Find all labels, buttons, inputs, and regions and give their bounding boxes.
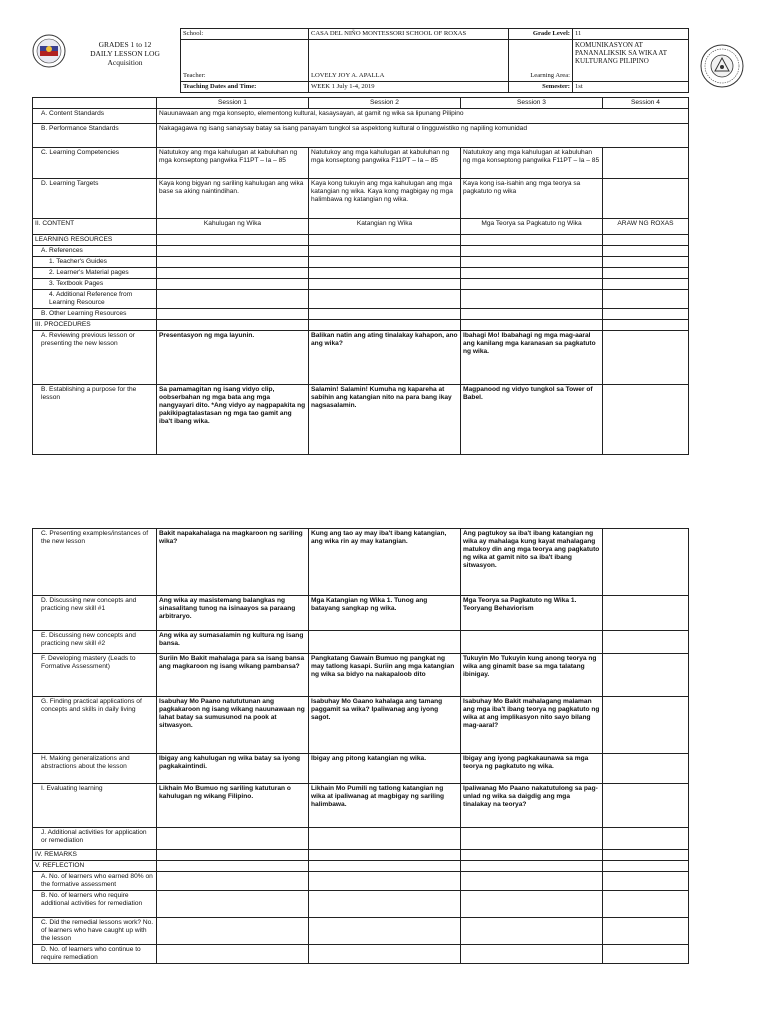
competency-cell: Natutukoy ang mga kahulugan at kabuluhan ng mga konseptong pangwika F11PT – Ia – 85: [309, 148, 461, 179]
teacher-value: LOVELY JOY A. APALLA: [309, 40, 509, 82]
competency-cell: Natutukoy ang mga kahulugan at kabuluhan ng mga konseptong pangwika F11PT – Ia – 85: [461, 148, 603, 179]
discussing-2-cell: [603, 631, 689, 654]
reference-item: 2. Learner's Material pages: [33, 268, 157, 279]
presenting-label: C. Presenting examples/instances of the new lesson: [33, 529, 157, 596]
content-cell: Kahulugan ng Wika: [157, 219, 309, 235]
content-cell: Katangian ng Wika: [309, 219, 461, 235]
mastery-cell: [603, 654, 689, 697]
semester-value: 1st: [573, 82, 689, 93]
reference-item: 1. Teacher's Guides: [33, 257, 157, 268]
generalizations-label: H. Making generalizations and abstractions about the lesson: [33, 754, 157, 784]
mastery-cell: Tukuyin Mo Tukuyin kung anong teorya ng wika ang ginamit base sa mga talatang ibinigay.: [461, 654, 603, 697]
evaluating-cell: [603, 784, 689, 828]
reviewing-cell: Ibahagi Mo! Ibabahagi ng mga mag-aaral ang kanilang mga karanasan sa pagkatuto ng wika.: [461, 331, 603, 385]
grade-level-value: 11: [573, 29, 689, 40]
practical-cell: Isabuhay Mo Bakit mahalagang malaman ang mga iba't ibang teorya ng pagkatuto ng wika at ang implikasyon nito sayo bilang mag-aaral?: [461, 697, 603, 754]
performance-standards-label: B. Performance Standards: [33, 124, 157, 148]
teaching-dates-label: Teaching Dates and Time:: [181, 82, 309, 93]
references-label: A. References: [33, 246, 157, 257]
discussing-1-cell: Ang wika ay masistemang balangkas ng sinasalitang tunog na isinaayos sa paraang arbitraryo.: [157, 596, 309, 631]
teaching-dates-value: WEEK 1 July 1-4, 2019: [309, 82, 509, 93]
learning-competencies-label: C. Learning Competencies: [33, 148, 157, 179]
presenting-cell: Bakit napakahalaga na magkaroon ng sariling wika?: [157, 529, 309, 596]
session-3-header: Session 3: [461, 98, 603, 109]
generalization-cell: Ibigay ang kahulugan ng wika batay sa iyong pagkakaintindi.: [157, 754, 309, 784]
purpose-cell: Salamin! Salamin! Kumuha ng kapareha at sabihin ang katangian nito na para bang ikay nagsasalamin.: [309, 385, 461, 455]
content-label: II. CONTENT: [33, 219, 157, 235]
presenting-cell: [603, 529, 689, 596]
evaluating-cell: Likhain Mo Bumuo ng sariling katuturan o kahulugan ng wikang Filipino.: [157, 784, 309, 828]
mastery-cell: Pangkatang Gawain Bumuo ng pangkat ng may tatlong kasapi. Suriin ang mga katangian ng wika sa bidyo na nakapaloob dito: [309, 654, 461, 697]
log-title-grades: GRADES 1 to 12: [98, 40, 152, 49]
session-1-header: Session 1: [157, 98, 309, 109]
reviewing-label: A. Reviewing previous lesson or presenting the new lesson: [33, 331, 157, 385]
target-cell: Kaya kong isa-isahin ang mga teorya sa pagkatuto ng wika: [461, 179, 603, 219]
practical-cell: [603, 697, 689, 754]
competency-cell: Natutukoy ang mga kahulugan at kabuluhan ng mga konseptong pangwika F11PT – Ia – 85: [157, 148, 309, 179]
purpose-cell: Magpanood ng vidyo tungkol sa Tower of Babel.: [461, 385, 603, 455]
school-label: School:: [181, 29, 309, 40]
other-resources-label: B. Other Learning Resources: [33, 309, 157, 320]
reviewing-cell: [603, 331, 689, 385]
discussing-2-cell: Ang wika ay sumasalamin ng kultura ng isang bansa.: [157, 631, 309, 654]
target-cell: Kaya kong bigyan ng sariling kahulugan ang wika base sa aking naintindihan.: [157, 179, 309, 219]
reference-item: 4. Additional Reference from Learning Resource: [33, 290, 157, 309]
reviewing-cell: Presentasyon ng mga layunin.: [157, 331, 309, 385]
presenting-cell: Kung ang tao ay may iba't ibang katangian, ang wika rin ay may katangian.: [309, 529, 461, 596]
discussing-1-cell: Mga Katangian ng Wika 1. Tunog ang batayang sangkap ng wika.: [309, 596, 461, 631]
mastery-cell: Suriin Mo Bakit mahalaga para sa isang bansa ang magkaroon ng isang wikang pambansa?: [157, 654, 309, 697]
lesson-table-page1: [32, 97, 689, 455]
generalization-cell: Ibigay ang iyong pagkakaunawa sa mga teorya ng pagkatuto ng wika.: [461, 754, 603, 784]
presenting-cell: Ang pagtukoy sa iba't ibang katangian ng wika ay mahalaga kung kayat mahalagang matukoy din ang mga teorya ang pagkatuto ng wika at gamit nito sa iba't ibang sitwasyon.: [461, 529, 603, 596]
generalization-cell: Ibigay ang pitong katangian ng wika.: [309, 754, 461, 784]
school-value: CASA DEL NIÑO MONTESSORI SCHOOL OF ROXAS: [309, 29, 509, 40]
procedures-label: III. PROCEDURES: [33, 320, 157, 331]
reviewing-cell: Balikan natin ang ating tinalakay kahapon, ano ang wika?: [309, 331, 461, 385]
performance-standards-value: Nakagagawa ng isang sanaysay batay sa isang panayam tungkol sa aspektong kultural o lingguwistiko ng napiling komunidad: [157, 124, 689, 148]
evaluating-cell: Ipaliwanag Mo Paano nakatutulong sa pag-unlad ng wika sa daigdig ang mga tinalakay na teorya?: [461, 784, 603, 828]
log-title-block: [70, 40, 180, 67]
page-one: [0, 28, 768, 425]
practical-cell: Isabuhay Mo Gaano kahalaga ang tamang paggamit sa wika? Ipaliwanag ang iyong sagot.: [309, 697, 461, 754]
lesson-table-page2: [32, 528, 689, 964]
teacher-label: Teacher:: [181, 40, 309, 82]
discussing-skill-2-label: E. Discussing new concepts and practicing new skill #2: [33, 631, 157, 654]
session-2-header: Session 2: [309, 98, 461, 109]
semester-label: Semester:: [509, 82, 573, 93]
practical-applications-label: G. Finding practical applications of concepts and skills in daily living: [33, 697, 157, 754]
remarks-label: IV. REMARKS: [33, 850, 157, 861]
target-cell: Kaya kong tukuyin ang mga kahulugan ang mga katangian ng wika. Kaya kong magbigay ng mga halimbawa ng katangian ng wika.: [309, 179, 461, 219]
discussing-1-cell: [603, 596, 689, 631]
reflection-item: C. Did the remedial lessons work? No. of learners who have caught up with the lesson: [33, 918, 157, 945]
target-cell: [603, 179, 689, 219]
learning-area-label: Learning Area:: [509, 40, 573, 82]
purpose-cell: Sa pamamagitan ng isang vidyo clip, oobserbahan ng mga bata ang mga nangyayari dito. *Ang vidyo ay nagpapakita ng pakikipagtalastasan ng mga tao gamit ang iba't ibang wika.: [157, 385, 309, 455]
grade-level-label: Grade Level:: [509, 29, 573, 40]
reflection-label: V. REFLECTION: [33, 861, 157, 872]
content-cell: Mga Teorya sa Pagkatuto ng Wika: [461, 219, 603, 235]
purpose-cell: [603, 385, 689, 455]
header-table: [180, 28, 689, 93]
discussing-2-cell: [309, 631, 461, 654]
reflection-item: A. No. of learners who earned 80% on the formative assessment: [33, 872, 157, 891]
competency-cell: [603, 148, 689, 179]
log-title-dll: DAILY LESSON LOG: [90, 49, 160, 58]
corner-cell: [33, 98, 157, 109]
reflection-item: D. No. of learners who continue to require remediation: [33, 945, 157, 964]
content-standards-label: A. Content Standards: [33, 109, 157, 124]
deped-seal-icon: [32, 34, 66, 68]
evaluating-label: I. Evaluating learning: [33, 784, 157, 828]
learning-resources-label: LEARNING RESOURCES: [33, 235, 157, 246]
learning-targets-label: D. Learning Targets: [33, 179, 157, 219]
discussing-1-cell: Mga Teorya sa Pagkatuto ng Wika 1. Teoryang Behaviorism: [461, 596, 603, 631]
evaluating-cell: Likhain Mo Pumili ng tatlong katangian ng wika at ipaliwanag at magbigay ng sariling halimbawa.: [309, 784, 461, 828]
reflection-item: B. No. of learners who require additional activities for remediation: [33, 891, 157, 918]
discussing-skill-1-label: D. Discussing new concepts and practicing new skill #1: [33, 596, 157, 631]
learning-area-value: KOMUNIKASYON AT PANANALIKSIK SA WIKA AT KULTURANG PILIPINO: [573, 40, 689, 82]
generalization-cell: [603, 754, 689, 784]
school-seal-icon: [700, 44, 744, 88]
content-cell: ARAW NG ROXAS: [603, 219, 689, 235]
content-standards-value: Nauunawaan ang mga konsepto, elementong kultural, kasaysayan, at gamit ng wika sa lipunang Pilipino: [157, 109, 689, 124]
practical-cell: Isabuhay Mo Paano natututunan ang pagkakaroon ng isang wikang nauunawaan ng lahat batay sa sumusunod na pook at sitwasyon.: [157, 697, 309, 754]
purpose-label: B. Establishing a purpose for the lesson: [33, 385, 157, 455]
discussing-2-cell: [461, 631, 603, 654]
log-title-acquisition: Acquisition: [107, 58, 143, 67]
developing-mastery-label: F. Developing mastery (Leads to Formative Assessment): [33, 654, 157, 697]
lesson-log-header: [0, 28, 768, 100]
additional-activities-label: J. Additional activities for application or remediation: [33, 828, 157, 850]
reference-item: 3. Textbook Pages: [33, 279, 157, 290]
session-4-header: Session 4: [603, 98, 689, 109]
